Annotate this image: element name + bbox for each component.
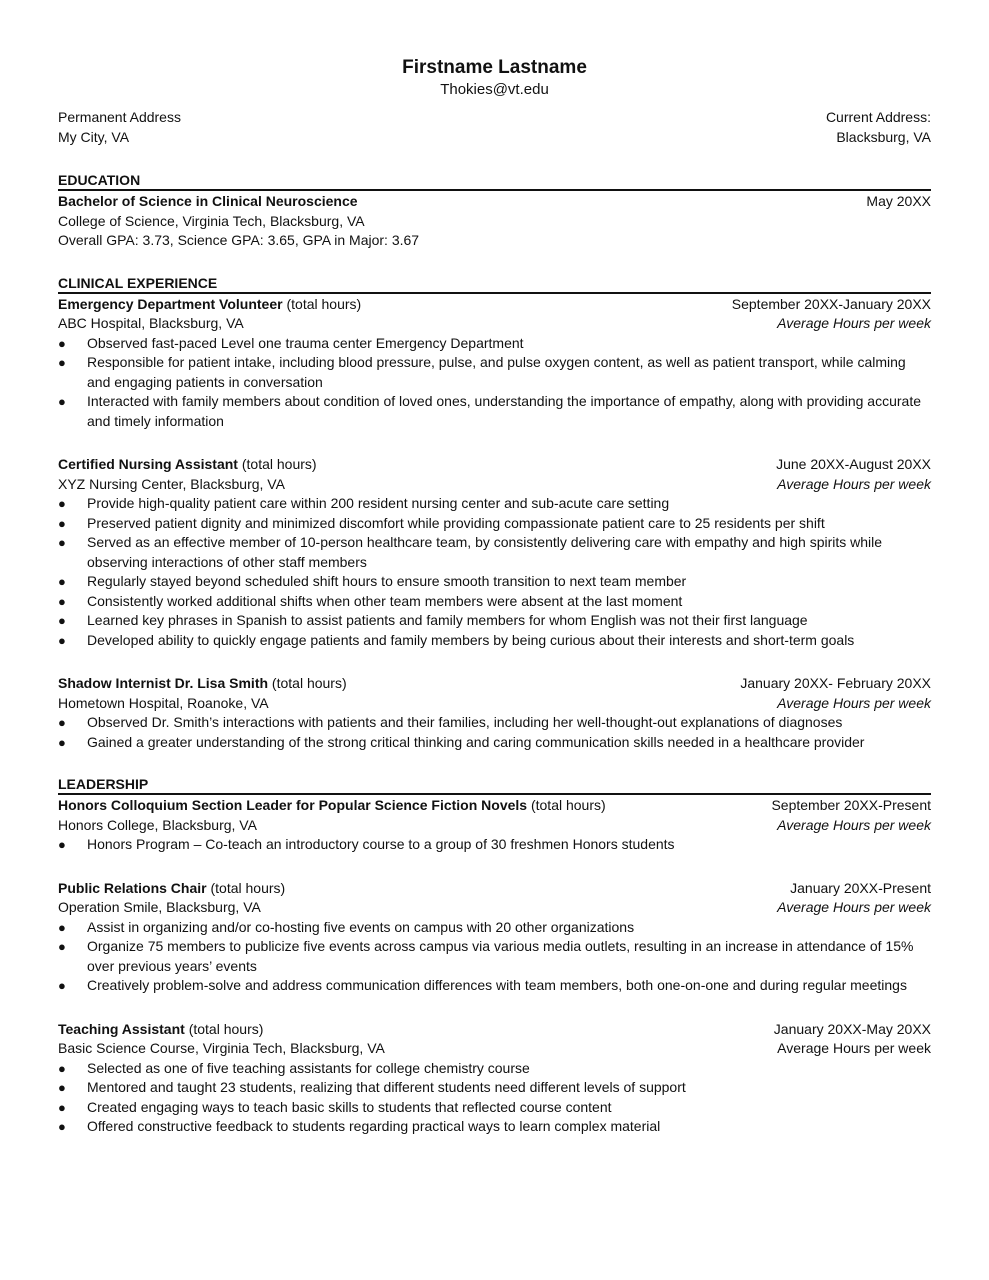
entry-title-group [58, 295, 361, 315]
bullet-item [58, 592, 931, 612]
entry-title-row [58, 295, 931, 315]
entry-org-row [58, 1039, 931, 1059]
entry-date: September 20XX-January 20XX [731, 295, 931, 312]
section-heading: CLINICAL EXPERIENCE [58, 275, 931, 294]
resume-entry [58, 455, 931, 650]
resume-entry [58, 674, 931, 752]
entry-title-group [58, 455, 317, 475]
bullet-item [58, 572, 931, 592]
entry-org-row [58, 898, 931, 918]
entry-title-suffix: (total hours) [237, 456, 317, 472]
bullet-glyph: ● [58, 1080, 66, 1095]
bullet-glyph: ● [58, 593, 66, 609]
bullet-glyph: ● [58, 1060, 66, 1076]
resume-section [58, 275, 931, 753]
bullet-item [58, 835, 931, 855]
entry-title: Public Relations Chair [58, 879, 207, 896]
entry-title-row [58, 796, 931, 816]
bullet-text: Interacted with family members about condition of loved ones, understanding the importance of empathy, along with providing accurate and timely information [87, 393, 921, 429]
resume-section [58, 172, 931, 251]
bullet-text: Regularly stayed beyond scheduled shift hours to ensure smooth transition to next team member [87, 573, 687, 589]
bullet-list [58, 918, 931, 996]
bullet-glyph: ● [58, 535, 66, 550]
bullet-glyph: ● [58, 355, 66, 370]
bullet-glyph: ● [58, 837, 66, 852]
entry-hours: Average Hours per week [777, 816, 931, 833]
permanent-address-city: My City, VA [58, 128, 130, 145]
bullet-item [58, 1078, 931, 1098]
entry-title-suffix: (total hours) [282, 295, 362, 312]
bullet-item [58, 1098, 931, 1118]
entry-line [58, 231, 931, 251]
bullet-item [58, 514, 931, 534]
entry-title-suffix: (total hours) [206, 879, 286, 896]
permanent-address [58, 108, 358, 147]
bullet-text: Observed fast-paced Level one trauma center Emergency Department [87, 334, 524, 351]
permanent-address-label: Permanent Address [58, 109, 181, 125]
entry-title-row [58, 879, 931, 899]
entry-date: January 20XX-Present [790, 879, 931, 896]
bullet-text: Honors Program – Co-teach an introductory course to a group of 30 freshmen Honors students [87, 836, 675, 852]
section-heading: EDUCATION [58, 172, 931, 191]
entry-title-suffix: (total hours) [184, 1020, 264, 1037]
entry-title: Shadow Internist Dr. Lisa Smith [58, 675, 269, 691]
resume-entry [58, 879, 931, 996]
entry-date: May 20XX [866, 193, 931, 209]
entry-title: Certified Nursing Assistant [58, 456, 238, 472]
bullet-glyph: ● [58, 715, 66, 730]
bullet-glyph: ● [58, 734, 66, 750]
bullet-glyph: ● [58, 919, 66, 935]
bullet-item [58, 334, 931, 354]
bullet-glyph: ● [58, 394, 66, 409]
candidate-email[interactable]: Thokies@vt.edu [440, 81, 549, 98]
bullet-text: Assist in organizing and/or co-hosting five events on campus with 20 other organizations [87, 918, 635, 935]
bullet-list [58, 1059, 931, 1137]
entry-hours: Average Hours per week [777, 1040, 931, 1056]
bullet-text: Mentored and taught 23 students, realizing that different students need different levels of support [87, 1079, 686, 1095]
bullet-glyph: ● [58, 515, 66, 531]
bullet-glyph: ● [58, 574, 66, 589]
entry-org-row [58, 475, 931, 495]
entry-title-row [58, 455, 931, 475]
entry-date: January 20XX-May 20XX [773, 1020, 931, 1037]
entry-org-row [58, 314, 931, 334]
entry-date: June 20XX-August 20XX [776, 456, 931, 472]
entry-hours: Average Hours per week [777, 315, 931, 331]
section-heading: LEADERSHIP [58, 776, 931, 795]
bullet-glyph: ● [58, 1119, 66, 1134]
entry-line-text: Overall GPA: 3.73, Science GPA: 3.65, GPA in Major: 3.67 [58, 232, 420, 248]
entry-title: Honors Colloquium Section Leader for Popular Science Fiction Novels [58, 797, 528, 813]
entry-title-suffix: (total hours) [268, 675, 347, 691]
bullet-list [58, 334, 931, 432]
entry-hours: Average Hours per week [777, 475, 931, 492]
bullet-text: Selected as one of five teaching assistants for college chemistry course [87, 1059, 530, 1076]
entry-org-row [58, 816, 931, 836]
entry-organization: ABC Hospital, Blacksburg, VA [58, 315, 244, 331]
bullet-item [58, 1059, 931, 1079]
resume-body [58, 172, 931, 1137]
entry-title-group [58, 879, 285, 899]
entry-title-row [58, 192, 931, 212]
entry-organization: Honors College, Blacksburg, VA [58, 816, 257, 833]
bullet-item [58, 713, 931, 733]
resume-entry [58, 1020, 931, 1137]
bullet-glyph: ● [58, 978, 66, 993]
bullet-glyph: ● [58, 496, 66, 511]
entry-title: Emergency Department Volunteer [58, 295, 283, 312]
entry-line [58, 212, 931, 232]
bullet-glyph: ● [58, 1099, 66, 1115]
bullet-text: Responsible for patient intake, including blood pressure, pulse, and pulse oxygen content, as well as patient transport, while calming and engaging patients in conversation [87, 354, 906, 390]
bullet-text: Observed Dr. Smith’s interactions with patients and their families, including her well-thought-out explanations of diagnoses [87, 714, 843, 730]
bullet-text: Preserved patient dignity and minimized discomfort while providing compassionate patient care to 25 residents per shift [87, 514, 825, 531]
resume-entry [58, 796, 931, 855]
bullet-text: Created engaging ways to teach basic skills to students that reflected course content [87, 1098, 612, 1115]
bullet-text: Served as an effective member of 10-person healthcare team, by consistently delivering care with empathy and high spirits while observing interactions of other staff members [87, 534, 883, 570]
resume-entry [58, 295, 931, 432]
bullet-text: Learned key phrases in Spanish to assist patients and family members for whom English was not their first language [87, 612, 808, 628]
entry-organization: XYZ Nursing Center, Blacksburg, VA [58, 475, 285, 492]
entry-title-row [58, 674, 931, 694]
bullet-list [58, 835, 931, 855]
bullet-item [58, 611, 931, 631]
bullet-item [58, 494, 931, 514]
bullet-glyph: ● [58, 632, 66, 648]
entry-org-row [58, 694, 931, 714]
current-address-city: Blacksburg, VA [836, 128, 931, 145]
bullet-text: Provide high-quality patient care within 200 resident nursing center and sub-acute care setting [87, 495, 670, 511]
bullet-text: Offered constructive feedback to students regarding practical ways to learn complex material [87, 1118, 661, 1134]
entry-title-group [58, 674, 347, 694]
entry-title: Teaching Assistant [58, 1020, 185, 1037]
entry-organization: Operation Smile, Blacksburg, VA [58, 899, 261, 915]
entry-title-suffix: (total hours) [527, 797, 606, 813]
bullet-item [58, 392, 931, 431]
entry-line-text: College of Science, Virginia Tech, Blacksburg, VA [58, 212, 365, 229]
bullet-item [58, 976, 931, 996]
bullet-glyph: ● [58, 335, 66, 351]
entry-hours: Average Hours per week [777, 694, 931, 711]
entry-title: Bachelor of Science in Clinical Neuroscience [58, 193, 358, 209]
bullet-text: Developed ability to quickly engage patients and family members by being curious about their interests and short-term goals [87, 631, 855, 648]
bullet-item [58, 918, 931, 938]
bullet-item [58, 1117, 931, 1137]
entry-organization: Hometown Hospital, Roanoke, VA [58, 694, 269, 711]
entry-title-group [58, 796, 606, 816]
current-address [631, 108, 931, 147]
entry-date: January 20XX- February 20XX [740, 675, 931, 691]
bullet-text: Gained a greater understanding of the strong critical thinking and caring communication skills needed in a healthcare provider [87, 733, 865, 750]
bullet-list [58, 713, 931, 752]
bullet-glyph: ● [58, 613, 66, 628]
entry-hours: Average Hours per week [777, 899, 931, 915]
entry-date: September 20XX-Present [771, 797, 931, 813]
bullet-text: Creatively problem-solve and address communication differences with team members, both one-on-one and during regular meetings [87, 977, 907, 993]
entry-title-row [58, 1020, 931, 1040]
bullet-item [58, 353, 931, 392]
bullet-text: Organize 75 members to publicize five events across campus via various media outlets, resulting in an increase in attendance of 15% over previous years’ events [87, 938, 914, 974]
entry-title-group [58, 1020, 263, 1040]
bullet-item [58, 533, 931, 572]
bullet-item [58, 733, 931, 753]
entry-organization: Basic Science Course, Virginia Tech, Blacksburg, VA [58, 1040, 385, 1056]
bullet-glyph: ● [58, 939, 66, 954]
bullet-text: Consistently worked additional shifts when other team members were absent at the last moment [87, 592, 683, 609]
bullet-item [58, 937, 931, 976]
candidate-name: Firstname Lastname [402, 57, 587, 78]
bullet-item [58, 631, 931, 651]
bullet-list [58, 494, 931, 650]
current-address-label: Current Address: [825, 109, 931, 125]
resume-section [58, 776, 931, 1137]
entry-title-group [58, 192, 358, 212]
resume-entry [58, 192, 931, 251]
